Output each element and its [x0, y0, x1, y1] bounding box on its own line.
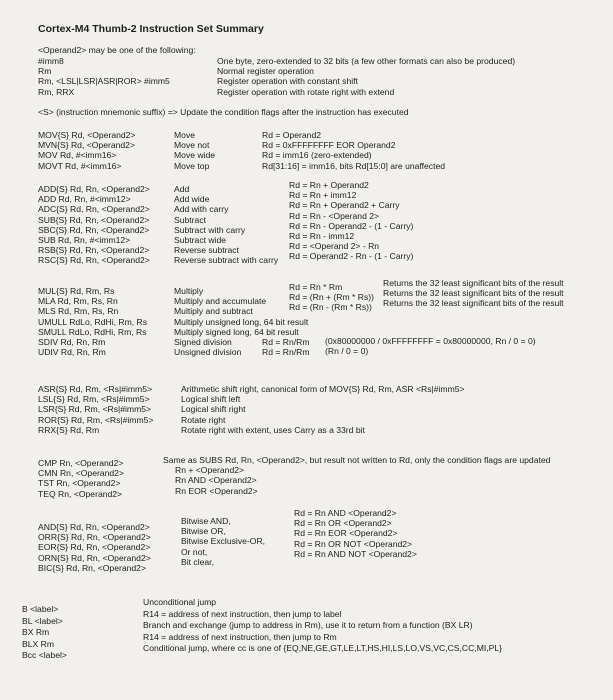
instruction-name: Bitwise OR, — [181, 526, 226, 537]
instruction-desc: Unconditional jump — [143, 597, 217, 607]
instruction-op: Rd = 0xFFFFFFFF EOR Operand2 — [262, 140, 396, 151]
branch-descs — [143, 597, 502, 655]
instruction-desc: Rotate right with extent, uses Carry as a 33rd bit — [181, 424, 365, 435]
instruction-name: Add — [174, 184, 190, 194]
arith-ops — [289, 180, 413, 262]
instruction-name: Add wide — [174, 194, 210, 205]
instruction-syntax: EOR{S} Rd, Rn, <Operand2> — [38, 542, 151, 553]
instruction-note: (Rn / 0 = 0) — [325, 346, 369, 357]
instruction-note: (0x80000000 / 0xFFFFFFFF = 0x80000000, Rn / 0 = 0) — [325, 336, 536, 346]
instruction-desc: Rotate right — [181, 414, 226, 425]
instruction-op: Rd = (Rn + (Rm * Rs)) — [289, 292, 374, 303]
instruction-name: Reverse subtract with carry — [174, 255, 279, 266]
instruction-name: Move — [174, 130, 196, 140]
instruction-name: Multiply — [174, 286, 204, 296]
instruction-syntax: ADD{S} Rd, Rn, <Operand2> — [38, 184, 150, 194]
instruction-name: Move top — [174, 160, 210, 171]
instruction-syntax: ADD Rd, Rn, #<imm12> — [38, 194, 131, 205]
operand2-form: Rm — [38, 66, 52, 77]
instruction-op: Rd = Operand2 - Rn - (1 - Carry) — [289, 251, 414, 262]
page-title: Cortex-M4 Thumb-2 Instruction Set Summary — [38, 23, 264, 35]
instruction-op: Rd = Rn AND NOT <Operand2> — [294, 548, 417, 559]
operand2-desc: One byte, zero-extended to 32 bits (a few other formats can also be produced) — [217, 56, 516, 66]
mult-syntax — [38, 286, 147, 357]
instruction-desc: R14 = address of next instruction, then jump to Rm — [143, 631, 337, 642]
logic-names — [181, 516, 265, 567]
instruction-syntax: MLA Rd, Rm, Rs, Rn — [38, 296, 118, 307]
instruction-syntax: ADC{S} Rd, Rn, <Operand2> — [38, 204, 150, 215]
instruction-syntax: BIC{S} Rd, Rn, <Operand2> — [38, 562, 146, 573]
instruction-name: Move wide — [174, 150, 216, 161]
instruction-syntax: UDIV Rd, Rn, Rm — [38, 347, 106, 358]
instruction-name: Reverse subtract — [174, 245, 239, 256]
arith-names — [174, 184, 278, 266]
instruction-syntax: TST Rn, <Operand2> — [38, 478, 121, 489]
instruction-syntax: BX Rm — [22, 627, 50, 637]
arith-syntax — [38, 184, 150, 266]
instruction-desc: Logical shift left — [181, 394, 241, 405]
instruction-name: Subtract wide — [174, 234, 227, 245]
instruction-desc: Logical shift right — [181, 404, 246, 415]
suffix-note: <S> (instruction mnemonic suffix) => Update the condition flags after the instruction has executed — [38, 107, 409, 117]
instruction-syntax: RSB{S} Rd, Rn, <Operand2> — [38, 245, 150, 256]
instruction-syntax: RRX{S} Rd, Rm — [38, 424, 100, 435]
instruction-op: Rd = Rn + Operand2 — [289, 180, 369, 190]
instruction-op: Rd = <Operand 2> - Rn — [289, 241, 380, 252]
operand2-form: #imm8 — [38, 56, 64, 66]
instruction-name: Multiply and accumulate — [174, 296, 267, 307]
instruction-desc: Same as SUBS Rd, Rn, <Operand2>, but result not written to Rd, only the condition flags are updated — [163, 455, 551, 465]
instruction-op: Rd = Operand2 — [262, 130, 322, 140]
instruction-name: Bit clear, — [181, 556, 214, 567]
instruction-note: Returns the 32 least significant bits of the result — [383, 288, 564, 299]
operand2-form: Rm, RRX — [38, 86, 75, 97]
move-ops — [262, 130, 445, 171]
instruction-name: Subtract — [174, 214, 207, 225]
instruction-desc: Rn AND <Operand2> — [175, 475, 257, 486]
instruction-syntax: ROR{S} Rd, Rm, <Rs|#imm5> — [38, 414, 154, 425]
instruction-syntax: BLX Rm — [22, 638, 54, 649]
operand2-forms — [38, 56, 170, 97]
instruction-syntax: SUB{S} Rd, Rn, <Operand2> — [38, 214, 150, 225]
instruction-syntax: MOV{S} Rd, <Operand2> — [38, 130, 136, 140]
move-names — [174, 130, 215, 171]
instruction-syntax: SMULL RdLo, RdHi, Rm, Rs — [38, 326, 147, 337]
instruction-syntax: MVN{S} Rd, <Operand2> — [38, 140, 135, 151]
instruction-note: Returns the 32 least significant bits of the result — [383, 298, 564, 309]
instruction-op: Rd = Rn/Rm — [262, 337, 310, 347]
instruction-op: Rd = Rn OR <Operand2> — [294, 518, 392, 529]
instruction-syntax: LSL{S} Rd, Rm, <Rs|#imm5> — [38, 394, 150, 405]
instruction-name: Multiply unsigned long, 64 bit result — [174, 316, 309, 327]
operand2-desc: Normal register operation — [217, 66, 314, 77]
instruction-syntax: AND{S} Rd, Rn, <Operand2> — [38, 522, 150, 532]
shift-descs — [181, 384, 465, 435]
instruction-name: Or not, — [181, 546, 208, 557]
instruction-op: Rd[31:16] = imm16, bits Rd[15:0] are unaffected — [262, 160, 446, 171]
instruction-desc: Rn + <Operand2> — [175, 465, 245, 476]
instruction-syntax: TEQ Rn, <Operand2> — [38, 488, 123, 499]
logic-syntax — [38, 522, 151, 573]
instruction-op: Rd = Rn - Operand2 - (1 - Carry) — [289, 220, 414, 231]
instruction-desc: Conditional jump, where cc is one of {EQ,NE,GE,GT,LE,LT,HS,HI,LS,LO,VS,VC,CS,CC,MI,PL} — [143, 643, 503, 653]
instruction-syntax: LSR{S} Rd, Rm, <Rs|#imm5> — [38, 404, 152, 415]
instruction-name: Multiply signed long, 64 bit result — [174, 326, 299, 337]
operand2-desc: Register operation with rotate right with extend — [217, 86, 395, 97]
div-notes — [325, 336, 536, 356]
instruction-syntax: Bcc <label> — [22, 650, 67, 660]
instruction-desc: Rn EOR <Operand2> — [175, 485, 258, 496]
div-ops — [262, 337, 310, 357]
instruction-syntax: SDIV Rd, Rn, Rm — [38, 336, 106, 347]
instruction-syntax: UMULL RdLo, RdHi, Rm, Rs — [38, 316, 148, 327]
instruction-syntax: MUL{S} Rd, Rm, Rs — [38, 286, 115, 296]
instruction-syntax: RSC{S} Rd, Rn, <Operand2> — [38, 255, 150, 266]
instruction-op: Rd = imm16 (zero-extended) — [262, 150, 372, 161]
operand2-intro: <Operand2> may be one of the following: — [38, 45, 196, 55]
operand2-desc: Register operation with constant shift — [217, 76, 358, 87]
instruction-name: Unsigned division — [174, 347, 242, 358]
instruction-syntax: B <label> — [22, 604, 59, 614]
instruction-desc: Branch and exchange (jump to address in Rm), use it to return from a function (BX LR) — [143, 620, 473, 630]
instruction-op: Rd = Rn * Rm — [289, 282, 343, 292]
instruction-syntax: ASR{S} Rd, Rm, <Rs|#imm5> — [38, 384, 152, 394]
shift-syntax — [38, 384, 153, 435]
mult-notes — [383, 278, 564, 309]
instruction-syntax: MOVT Rd, #<imm16> — [38, 160, 122, 171]
instruction-name: Signed division — [174, 336, 232, 347]
instruction-syntax: BL <label> — [22, 615, 63, 626]
instruction-name: Subtract with carry — [174, 224, 246, 235]
instruction-syntax: SUB Rd, Rn, #<imm12> — [38, 234, 131, 245]
compare-syntax — [38, 458, 124, 499]
instruction-syntax: CMP Rn, <Operand2> — [38, 458, 124, 468]
instruction-op: Rd = Rn - <Operand 2> — [289, 210, 380, 221]
instruction-op: Rd = Rn - imm12 — [289, 230, 355, 241]
move-syntax — [38, 130, 135, 171]
instruction-op: Rd = Rn AND <Operand2> — [294, 508, 397, 518]
instruction-note: Returns the 32 least significant bits of the result — [383, 278, 564, 288]
instruction-name: Bitwise AND, — [181, 516, 231, 526]
instruction-desc: Arithmetic shift right, canonical form of MOV{S} Rd, Rm, ASR <Rs|#imm5> — [181, 384, 465, 394]
instruction-syntax: MOV Rd, #<imm16> — [38, 150, 117, 161]
instruction-name: Bitwise Exclusive-OR, — [181, 536, 266, 547]
compare-descs — [163, 455, 550, 496]
branch-syntax — [22, 604, 67, 662]
instruction-syntax: SBC{S} Rd, Rn, <Operand2> — [38, 224, 150, 235]
instruction-syntax: MLS Rd, Rm, Rs, Rn — [38, 306, 119, 317]
operand2-descs — [217, 56, 515, 97]
operand2-form: Rm, <LSL|LSR|ASR|ROR> #imm5 — [38, 76, 170, 87]
instruction-name: Add with carry — [174, 204, 229, 215]
instruction-op: Rd = Rn EOR <Operand2> — [294, 528, 398, 539]
logic-ops — [294, 508, 417, 559]
instruction-syntax: ORN{S} Rd, Rn, <Operand2> — [38, 552, 151, 563]
instruction-op: Rd = Rn OR NOT <Operand2> — [294, 538, 413, 549]
instruction-op: Rd = (Rn - (Rm * Rs)) — [289, 302, 372, 313]
instruction-name: Move not — [174, 140, 210, 151]
instruction-op: Rd = Rn/Rm — [262, 347, 310, 358]
instruction-op: Rd = Rn + Operand2 + Carry — [289, 200, 400, 211]
instruction-desc: R14 = address of next instruction, then jump to label — [143, 608, 342, 619]
mult-ops — [289, 282, 374, 313]
instruction-name: Multiply and subtract — [174, 306, 253, 317]
instruction-op: Rd = Rn + imm12 — [289, 190, 357, 201]
instruction-syntax: CMN Rn, <Operand2> — [38, 468, 124, 479]
instruction-syntax: ORR{S} Rd, Rn, <Operand2> — [38, 532, 151, 543]
